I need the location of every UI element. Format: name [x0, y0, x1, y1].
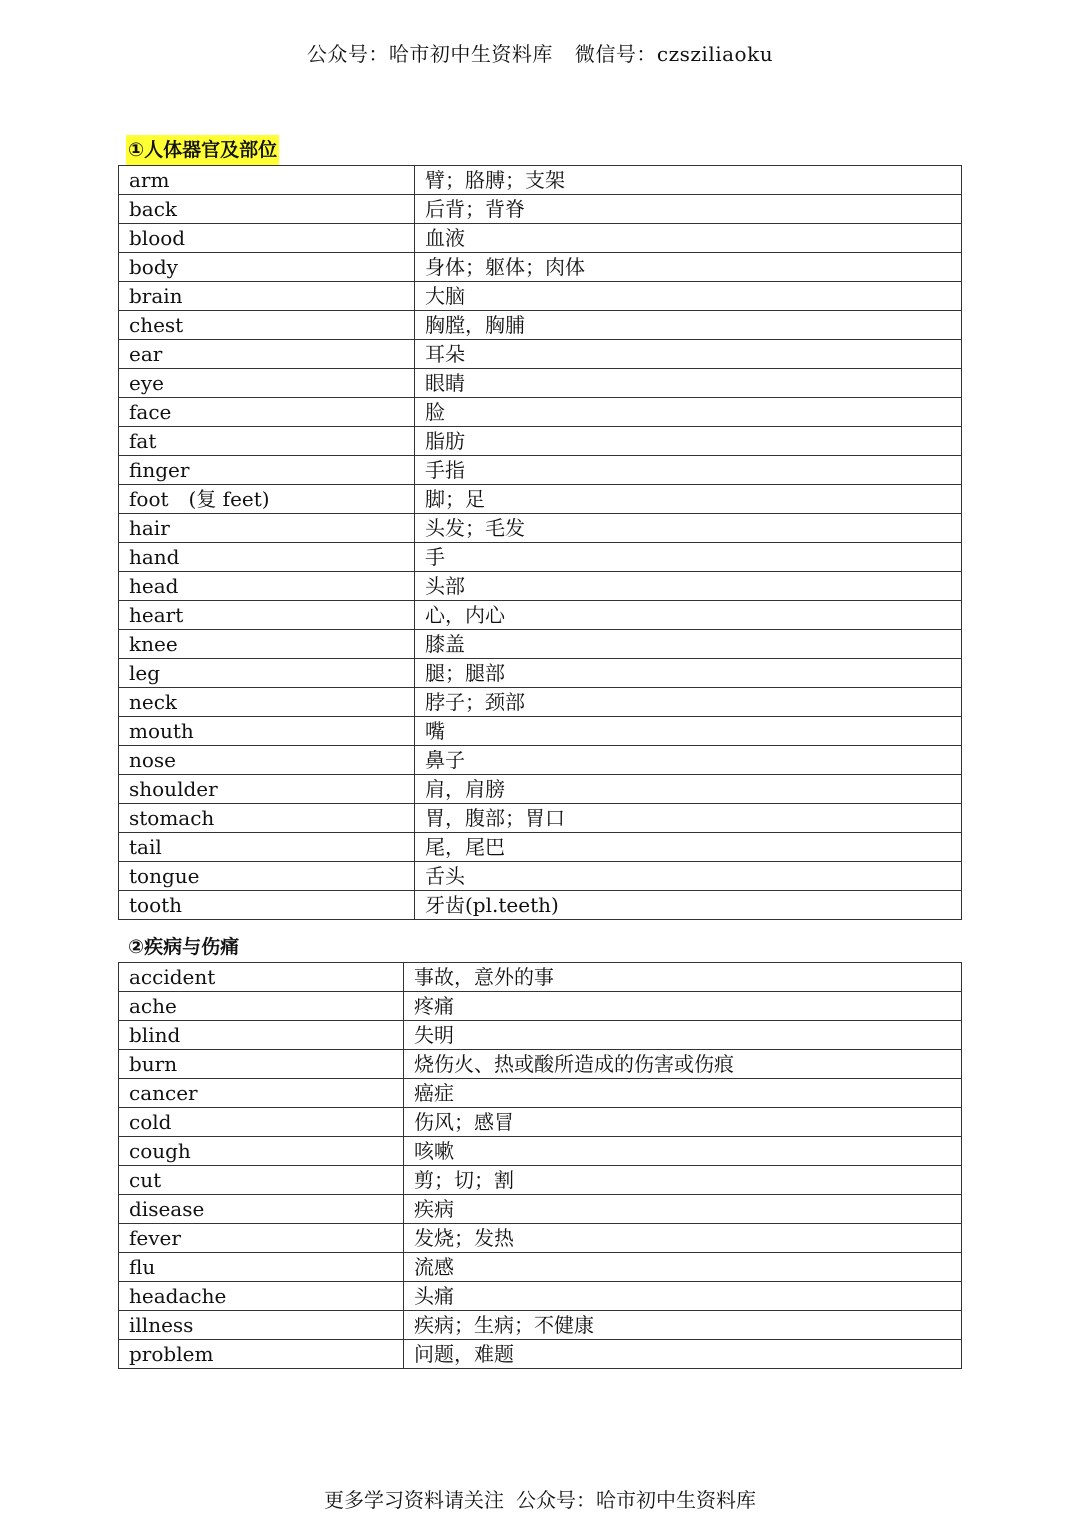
english-word-cell: mouth — [119, 717, 415, 746]
table-row — [119, 1166, 962, 1195]
chinese-meaning-cell: 耳朵 — [415, 340, 962, 369]
table-row — [119, 746, 962, 775]
chinese-meaning-cell: 脸 — [415, 398, 962, 427]
english-word-cell: hand — [119, 543, 415, 572]
chinese-meaning-cell: 心，内心 — [415, 601, 962, 630]
english-word-cell: headache — [119, 1282, 404, 1311]
table-row — [119, 253, 962, 282]
chinese-meaning-cell: 胃，腹部；胃口 — [415, 804, 962, 833]
table-row — [119, 833, 962, 862]
table-row — [119, 1282, 962, 1311]
table-row — [119, 1253, 962, 1282]
table-row — [119, 601, 962, 630]
chinese-meaning-cell: 膝盖 — [415, 630, 962, 659]
footer-text: 更多学习资料请关注 — [324, 1488, 504, 1512]
chinese-meaning-cell: 臂；胳膊；支架 — [415, 166, 962, 195]
chinese-meaning-cell: 脖子；颈部 — [415, 688, 962, 717]
chinese-meaning-cell: 手指 — [415, 456, 962, 485]
chinese-meaning-cell: 眼睛 — [415, 369, 962, 398]
page-footer — [0, 1484, 1080, 1513]
header-wechat: 微信号：czsziliaoku — [574, 42, 774, 66]
english-word-cell: hair — [119, 514, 415, 543]
chinese-meaning-cell: 鼻子 — [415, 746, 962, 775]
english-word-cell: illness — [119, 1311, 404, 1340]
table-row — [119, 1137, 962, 1166]
table-row — [119, 572, 962, 601]
english-word-cell: brain — [119, 282, 415, 311]
chinese-meaning-cell: 后背；背脊 — [415, 195, 962, 224]
chinese-meaning-cell: 尾，尾巴 — [415, 833, 962, 862]
english-word-cell: nose — [119, 746, 415, 775]
table-row — [119, 891, 962, 920]
english-word-cell: knee — [119, 630, 415, 659]
english-word-cell: face — [119, 398, 415, 427]
english-word-cell: arm — [119, 166, 415, 195]
table-row — [119, 1108, 962, 1137]
english-word-cell: cough — [119, 1137, 404, 1166]
chinese-meaning-cell: 脚；足 — [415, 485, 962, 514]
english-word-cell: cold — [119, 1108, 404, 1137]
table-row — [119, 485, 962, 514]
chinese-meaning-cell: 腿；腿部 — [415, 659, 962, 688]
english-word-cell: head — [119, 572, 415, 601]
table-row — [119, 1340, 962, 1369]
english-word-cell: cancer — [119, 1079, 404, 1108]
chinese-meaning-cell: 脂肪 — [415, 427, 962, 456]
chinese-meaning-cell: 发烧；发热 — [404, 1224, 962, 1253]
english-word-cell: leg — [119, 659, 415, 688]
chinese-meaning-cell: 疾病 — [404, 1195, 962, 1224]
chinese-meaning-cell: 流感 — [404, 1253, 962, 1282]
table-row — [119, 456, 962, 485]
chinese-meaning-cell: 手 — [415, 543, 962, 572]
english-word-cell: fat — [119, 427, 415, 456]
chinese-meaning-cell: 血液 — [415, 224, 962, 253]
english-word-cell: heart — [119, 601, 415, 630]
table-row — [119, 1050, 962, 1079]
table-row — [119, 659, 962, 688]
chinese-meaning-cell: 头痛 — [404, 1282, 962, 1311]
table-row — [119, 963, 962, 992]
english-word-cell: tooth — [119, 891, 415, 920]
table-row — [119, 862, 962, 891]
page-header — [0, 38, 1080, 67]
table-row — [119, 717, 962, 746]
chinese-meaning-cell: 嘴 — [415, 717, 962, 746]
english-word-cell: cut — [119, 1166, 404, 1195]
chinese-meaning-cell: 牙齿(pl.teeth) — [415, 891, 962, 920]
table-row — [119, 340, 962, 369]
english-word-cell: ache — [119, 992, 404, 1021]
english-word-cell: tongue — [119, 862, 415, 891]
table-row — [119, 514, 962, 543]
table-row — [119, 688, 962, 717]
english-word-cell: blind — [119, 1021, 404, 1050]
illness-table — [118, 962, 962, 1369]
section-title-illness: ②疾病与伤痛 — [128, 936, 240, 958]
table-row — [119, 398, 962, 427]
chinese-meaning-cell: 胸膛，胸脯 — [415, 311, 962, 340]
chinese-meaning-cell: 癌症 — [404, 1079, 962, 1108]
section-title-body-parts: ①人体器官及部位 — [126, 135, 279, 165]
chinese-meaning-cell: 问题，难题 — [404, 1340, 962, 1369]
footer-account: 公众号：哈市初中生资料库 — [516, 1488, 756, 1512]
english-word-cell: eye — [119, 369, 415, 398]
english-word-cell: finger — [119, 456, 415, 485]
table-row — [119, 282, 962, 311]
chinese-meaning-cell: 舌头 — [415, 862, 962, 891]
table-row — [119, 1195, 962, 1224]
table-row — [119, 1021, 962, 1050]
table-row — [119, 992, 962, 1021]
chinese-meaning-cell: 肩，肩膀 — [415, 775, 962, 804]
english-word-cell: burn — [119, 1050, 404, 1079]
table-row — [119, 195, 962, 224]
table-row — [119, 1224, 962, 1253]
chinese-meaning-cell: 疾病；生病；不健康 — [404, 1311, 962, 1340]
table-row — [119, 543, 962, 572]
english-word-cell: back — [119, 195, 415, 224]
chinese-meaning-cell: 烧伤火、热或酸所造成的伤害或伤痕 — [404, 1050, 962, 1079]
english-word-cell: tail — [119, 833, 415, 862]
table-row — [119, 427, 962, 456]
english-word-cell: stomach — [119, 804, 415, 833]
english-word-cell: ear — [119, 340, 415, 369]
chinese-meaning-cell: 大脑 — [415, 282, 962, 311]
english-word-cell: shoulder — [119, 775, 415, 804]
chinese-meaning-cell: 身体；躯体；肉体 — [415, 253, 962, 282]
table-row — [119, 804, 962, 833]
chinese-meaning-cell: 失明 — [404, 1021, 962, 1050]
english-word-cell: neck — [119, 688, 415, 717]
english-word-cell: problem — [119, 1340, 404, 1369]
chinese-meaning-cell: 头发；毛发 — [415, 514, 962, 543]
english-word-cell: foot (复 feet) — [119, 485, 415, 514]
chinese-meaning-cell: 剪；切；割 — [404, 1166, 962, 1195]
english-word-cell: chest — [119, 311, 415, 340]
english-word-cell: blood — [119, 224, 415, 253]
table-row — [119, 166, 962, 195]
chinese-meaning-cell: 疼痛 — [404, 992, 962, 1021]
body-parts-table — [118, 165, 962, 920]
english-word-cell: fever — [119, 1224, 404, 1253]
english-word-cell: accident — [119, 963, 404, 992]
chinese-meaning-cell: 咳嗽 — [404, 1137, 962, 1166]
table-row — [119, 369, 962, 398]
table-row — [119, 311, 962, 340]
english-word-cell: disease — [119, 1195, 404, 1224]
english-word-cell: flu — [119, 1253, 404, 1282]
table-row — [119, 224, 962, 253]
chinese-meaning-cell: 事故，意外的事 — [404, 963, 962, 992]
table-row — [119, 630, 962, 659]
header-account: 公众号：哈市初中生资料库 — [306, 42, 553, 66]
chinese-meaning-cell: 头部 — [415, 572, 962, 601]
chinese-meaning-cell: 伤风；感冒 — [404, 1108, 962, 1137]
table-row — [119, 775, 962, 804]
table-row — [119, 1311, 962, 1340]
english-word-cell: body — [119, 253, 415, 282]
table-row — [119, 1079, 962, 1108]
